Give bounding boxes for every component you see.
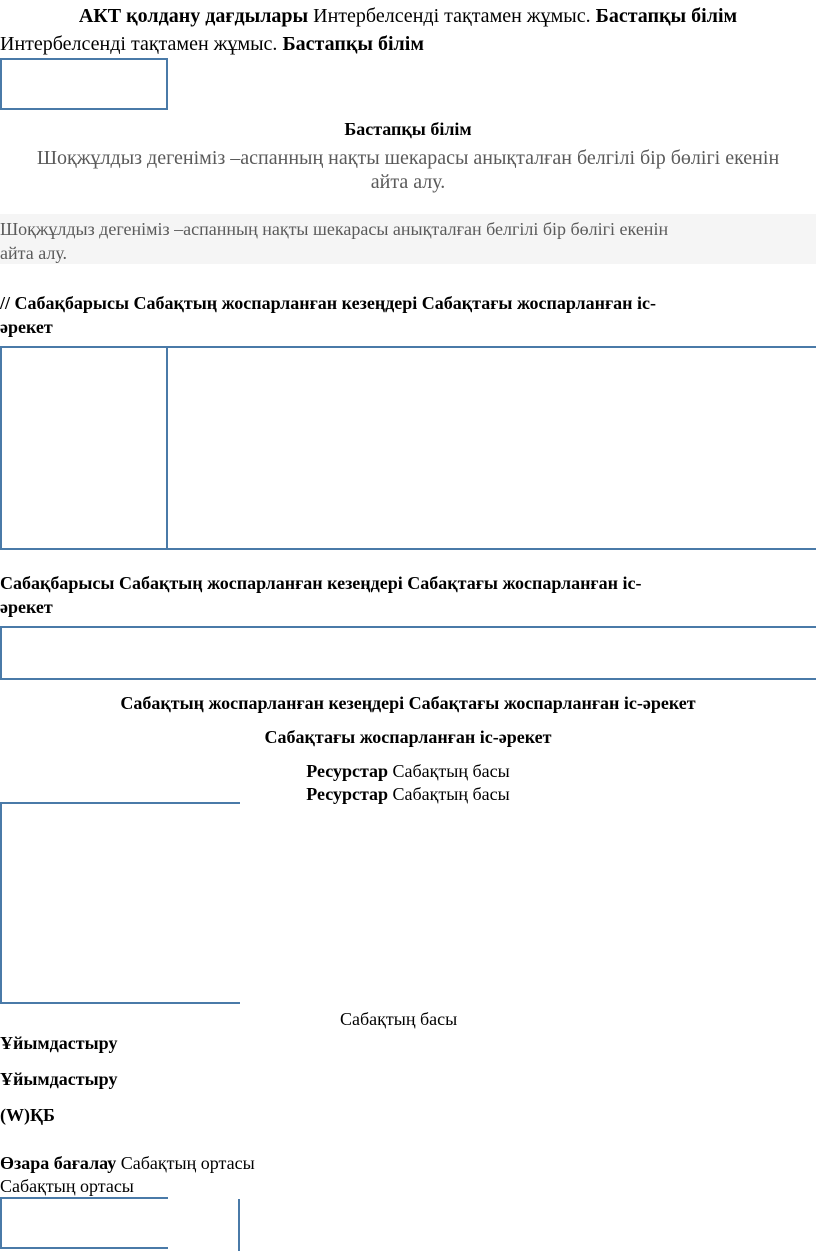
top-title-line	[0, 4, 816, 28]
resources-label: Ресурстар	[306, 761, 389, 781]
resources-label: Ресурстар	[306, 784, 389, 804]
interactive-board-text: Интербелсенді тақтамен жұмыс.	[0, 33, 283, 55]
missing-glyph-icon: //	[0, 293, 15, 313]
lesson-middle-label: Сабақтың ортасы	[120, 1153, 255, 1173]
planned-activity-heading: Сабақтағы жоспарланған іс-әрекет	[264, 727, 552, 747]
lesson-middle-line	[0, 1175, 134, 1197]
peer-assessment-label: Өзара бағалау	[0, 1153, 117, 1173]
lesson-middle-label: Сабақтың ортасы	[0, 1176, 134, 1196]
peer-assessment-line	[0, 1152, 255, 1174]
lesson-start-label: Сабақтың басы	[392, 761, 510, 781]
planned-stages-label: Сабақтың жоспарланған кезеңдері	[118, 573, 403, 593]
initial-knowledge-heading: Бастапқы білім	[344, 119, 472, 139]
planned-stages-label: Сабақтың жоспарланған кезеңдері	[133, 293, 418, 313]
resources-line-1	[0, 760, 816, 782]
planned-activity-label: Сабақтағы жоспарланған іс-	[417, 293, 656, 313]
lesson-start-text: Сабақтың басы	[340, 1009, 458, 1029]
planned-activity-label: Сабақтағы жоспарланған іс-әрекет	[404, 693, 696, 713]
objective-line-2: айта алу.	[370, 171, 446, 193]
planned-stages-label: Сабақтың жоспарланған кезеңдері	[120, 693, 405, 713]
lesson-process-label: Сабақбарысы	[14, 293, 129, 313]
objective-band-line-2: айта алу.	[0, 243, 68, 263]
second-title-line	[0, 32, 424, 56]
initial-knowledge-label: Бастапқы білім	[595, 5, 738, 27]
bottom-frame	[0, 1197, 168, 1249]
empty-wide-frame	[0, 626, 816, 680]
planned-activity-label: Сабақтағы жоспарланған іс-	[402, 573, 642, 593]
organization-line-2: Ұйымдастыру	[0, 1069, 118, 1089]
interactive-board-text: Интербелсенді тақтамен жұмыс.	[308, 5, 596, 27]
lesson-plan-heading-a-cont: әрекет	[0, 317, 53, 337]
bottom-frame-divider	[238, 1199, 240, 1251]
initial-knowledge-label: Бастапқы білім	[282, 33, 424, 55]
lesson-process-label: Сабақбарысы	[0, 573, 115, 593]
lesson-plan-heading-b	[0, 572, 641, 594]
wqb-label: (W)ҚБ	[0, 1105, 55, 1125]
empty-frame	[0, 58, 168, 110]
lesson-plan-table	[0, 346, 816, 550]
objective-line-1	[0, 146, 816, 170]
planned-stages-heading	[0, 692, 816, 714]
resources-frame	[0, 802, 240, 1004]
lesson-plan-heading-b-cont: әрекет	[0, 597, 53, 617]
lesson-start-label: Сабақтың басы	[392, 784, 510, 804]
organization-line-1	[0, 1032, 117, 1054]
objective-text: Шоқжұлдыз дегеніміз –аспанның нақты шекарасы анықталған белгілі бір бөлігі екенін	[36, 147, 780, 169]
lesson-plan-heading-a	[0, 292, 656, 314]
ict-skills-label: АКТ қолдану дағдылары	[78, 5, 309, 27]
table-column-divider	[166, 346, 168, 550]
objective-band-line-1: Шоқжұлдыз дегеніміз –аспанның нақты шекарасы анықталған белгілі бір бөлігі екенін	[0, 219, 669, 239]
organization-label: Ұйымдастыру	[0, 1033, 118, 1053]
